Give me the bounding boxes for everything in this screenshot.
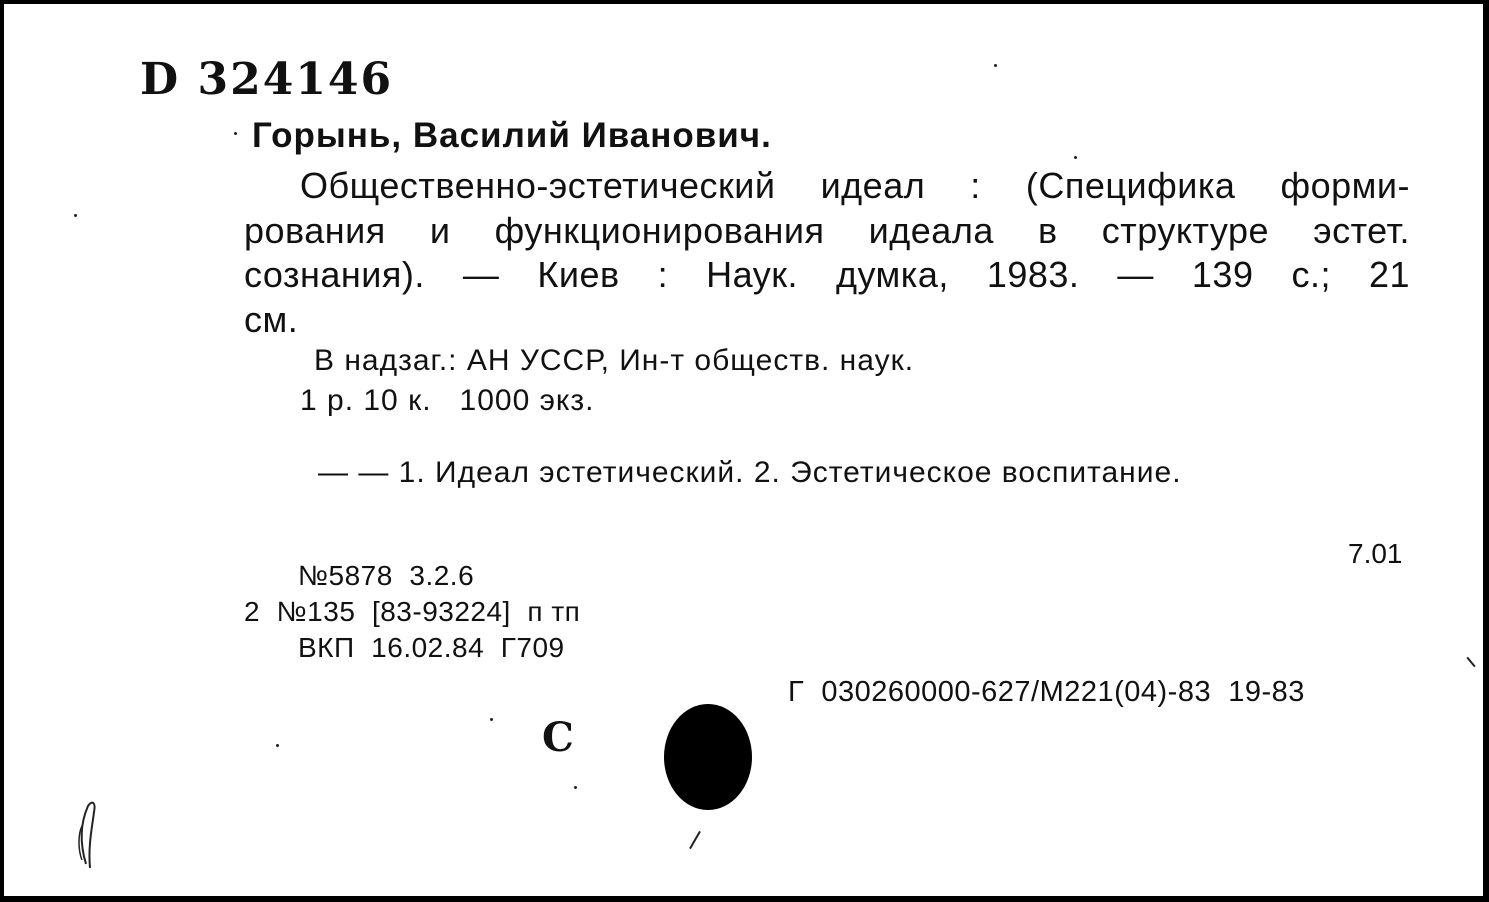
tech-line-3: ВКП 16.02.84 Г709: [298, 632, 565, 663]
publisher-code: Г 030260000-627/М221(04)-83 19-83: [788, 676, 1305, 708]
subject-headings: — — 1. Идеал эстетический. 2. Эстетическое воспитание.: [318, 456, 1182, 489]
description-line-2: рования и функционирования идеала в структуре эстет.: [244, 209, 1410, 251]
speck: [276, 744, 279, 747]
mark-stroke: [689, 831, 701, 849]
speck: [490, 718, 493, 721]
description-line-3: сознания). — Киев : Наук. думка, 1983. — 139 с.; 21: [244, 254, 1410, 295]
title-description: [244, 164, 1410, 342]
tech-line-1: №5878 3.2.6: [298, 560, 475, 591]
speck: [994, 64, 997, 67]
copyright-mark: С: [542, 714, 574, 761]
call-number: D 324146: [140, 54, 394, 105]
speck: [1074, 156, 1077, 159]
speck: [574, 786, 577, 789]
description-line-1: Общественно-эстетический идеал : (Специфика форми-: [300, 165, 1410, 206]
author-heading: Горынь, Василий Иванович.: [252, 116, 772, 155]
description-line-4: см.: [244, 298, 299, 340]
classification-code: 7.01: [1348, 538, 1403, 569]
catalog-card: [4, 4, 1483, 896]
handwritten-mark-icon: [66, 794, 116, 874]
tech-line-2: 2 №135 [83-93224] п тп: [244, 596, 581, 627]
speck: [74, 214, 77, 217]
punch-hole-icon: [664, 704, 752, 810]
mark-stroke: [1466, 657, 1475, 667]
price-copies: 1 р. 10 к. 1000 экз.: [300, 384, 595, 417]
speck: [234, 132, 237, 135]
header-note: В надзаг.: АН УССР, Ин-т обществ. наук.: [314, 344, 915, 377]
